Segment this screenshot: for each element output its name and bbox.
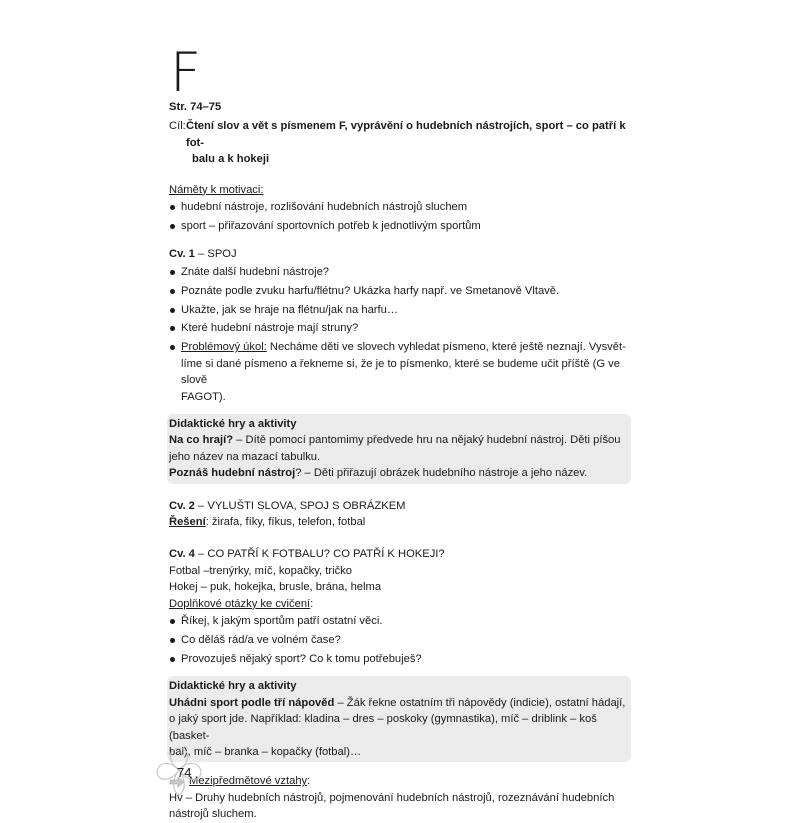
goal-text bbox=[186, 118, 631, 167]
game-name: Na co hrají? bbox=[169, 434, 234, 447]
extra-questions-list bbox=[169, 613, 631, 667]
list-item: Které hudební nástroje mají struny? bbox=[169, 320, 631, 336]
goal-line-2: balu a k hokeji bbox=[192, 153, 270, 166]
exercise-2-solution bbox=[169, 514, 631, 530]
list-item: Poznáte podle zvuku harfu/flétnu? Ukázka harfy např. ve Smetanově Vltavě. bbox=[169, 283, 631, 299]
game-text: – Žák řekne ostatním tři nápovědy (indicie), ostatní hádají, bbox=[334, 696, 626, 709]
page-range: Str. 74–75 bbox=[169, 101, 222, 113]
extra-questions-colon: : bbox=[310, 597, 314, 610]
exercise-number: Cv. 2 bbox=[169, 499, 195, 512]
goal-line-1: Čtení slov a vět s písmenem F, vyprávění o hudebních nástrojích, sport – co patří k fot- bbox=[186, 120, 626, 149]
page-content bbox=[169, 41, 631, 823]
problem-task-label: Problémový úkol: bbox=[181, 341, 267, 354]
problem-task-text: Necháme děti ve slovech vyhledat písmeno, které ještě neznají. Vysvět- bbox=[266, 341, 626, 354]
motivation-heading: Náměty k motivaci: bbox=[169, 183, 264, 196]
chapter-letter: F bbox=[170, 41, 202, 104]
exercise-2-heading bbox=[169, 498, 631, 514]
game-text-line-2: o jaký sport jde. Například: kladina – dres – poskoky (gymnastika), míč – driblink – koš (basket- bbox=[169, 713, 597, 742]
extra-questions-heading bbox=[169, 596, 631, 612]
goal-prefix: Cíl: bbox=[169, 120, 186, 133]
motivation-list bbox=[169, 199, 631, 234]
game-name: Uhádni sport podle tří nápověd bbox=[169, 696, 335, 709]
list-item: sport – přiřazování sportovních potřeb k jednotlivým sportům bbox=[169, 218, 631, 234]
goal bbox=[169, 118, 631, 167]
list-item: Co děláš rád/a ve volném čase? bbox=[169, 632, 631, 648]
didactic-games-box-1 bbox=[167, 414, 631, 484]
list-item: hudební nástroje, rozlišování hudebních nástrojů sluchem bbox=[169, 199, 631, 215]
exercise-1-heading bbox=[169, 246, 631, 262]
exercise-title: – SPOJ bbox=[194, 248, 237, 261]
exercise-4-heading bbox=[169, 546, 631, 562]
page-number: 74 bbox=[177, 765, 192, 780]
game-name: Poznáš hudební nástroj bbox=[169, 467, 296, 480]
exercise-1-list bbox=[169, 264, 631, 405]
hockey-items: Hokej – puk, hokejka, brusle, brána, helma bbox=[169, 581, 382, 594]
cross-curricular-label: Mezipředmětové vztahy bbox=[189, 775, 308, 788]
list-item: Ukažte, jak se hraje na flétnu/jak na harfu… bbox=[169, 302, 631, 318]
game-text: ? – Děti přiřazují obrázek hudebního nástroje a jeho název. bbox=[295, 467, 588, 480]
box-heading: Didaktické hry a aktivity bbox=[169, 680, 297, 693]
list-item: Říkej, k jakým sportům patří ostatní věci. bbox=[169, 613, 631, 629]
cross-curricular-line-2: nástrojů sluchem. bbox=[169, 808, 257, 821]
exercise-title: – CO PATŘÍ K FOTBALU? CO PATŘÍ K HOKEJI? bbox=[194, 548, 445, 561]
box-heading: Didaktické hry a aktivity bbox=[169, 418, 297, 430]
cross-curricular-heading bbox=[169, 773, 631, 789]
game-text-line-3: bal), míč – branka – kopačky (fotbal)… bbox=[169, 745, 362, 758]
game-text-line-2: jeho název na mazací tabulku. bbox=[169, 450, 321, 463]
problem-task-line-3: FAGOT). bbox=[181, 390, 226, 403]
game-1 bbox=[169, 432, 627, 465]
solution-text: : žirafa, fíky, fíkus, telefon, fotbal bbox=[205, 516, 366, 529]
solution-label: Řešení bbox=[169, 516, 206, 529]
cross-curricular-line-1: Hv – Druhy hudebních nástrojů, pojmenování hudebních nástrojů, rozeznávání hudebních bbox=[169, 791, 615, 804]
game-2 bbox=[169, 465, 627, 481]
exercise-number: Cv. 4 bbox=[169, 548, 195, 561]
list-item: Provozuješ nějaký sport? Co k tomu potřebuješ? bbox=[169, 651, 631, 667]
exercise-title: – VYLUŠTI SLOVA, SPOJ S OBRÁZKEM bbox=[194, 499, 406, 512]
football-items: Fotbal –trenýrky, míč, kopačky, tričko bbox=[169, 564, 352, 577]
exercise-1 bbox=[169, 246, 631, 405]
list-item: Znáte další hudební nástroje? bbox=[169, 264, 631, 280]
cross-curricular-colon: : bbox=[307, 775, 311, 788]
exercise-4 bbox=[169, 546, 631, 667]
extra-questions-label: Doplňkové otázky ke cvičení bbox=[169, 597, 311, 610]
didactic-games-box-2 bbox=[167, 676, 631, 762]
motivation-section bbox=[169, 182, 631, 235]
game-text: – Dítě pomocí pantomimy předvede hru na nějaký hudební nástroj. Děti píšou bbox=[233, 434, 621, 447]
list-item bbox=[169, 339, 631, 405]
exercise-2 bbox=[169, 498, 631, 531]
game-3 bbox=[169, 695, 627, 761]
exercise-number: Cv. 1 bbox=[169, 248, 195, 261]
problem-task-line-2: líme si dané písmeno a řekneme si, že je to písmenko, které se budeme učit příště (G ve slově bbox=[181, 357, 621, 387]
cross-curricular-text bbox=[169, 790, 631, 823]
